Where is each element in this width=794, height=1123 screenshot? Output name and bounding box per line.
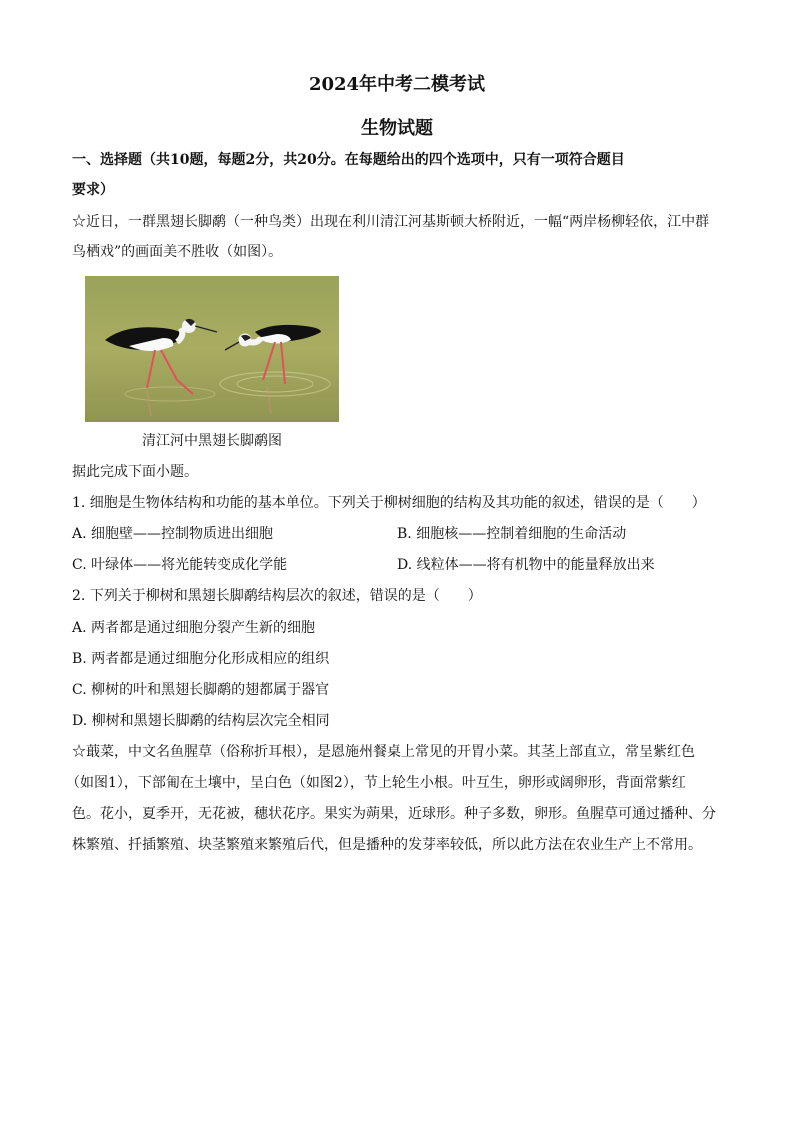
question-1-option-b: B. 细胞核——控制着细胞的生命活动 xyxy=(397,526,627,542)
instruction-text: 据此完成下面小题。 xyxy=(72,464,198,480)
figure-caption: 清江河中黑翅长脚鹬图 xyxy=(142,433,282,449)
passage2-line1: ☆蕺菜，中文名鱼腥草（俗称折耳根），是恩施州餐桌上常见的开胃小菜。其茎上部直立，常呈紫红色 xyxy=(72,744,695,760)
question-1-option-a: A. 细胞壁——控制物质进出细胞 xyxy=(72,526,274,542)
passage2-line4: 株繁殖、扦插繁殖、块茎繁殖来繁殖后代，但是播种的发芽率较低，所以此方法在农业生产上不常用。 xyxy=(72,837,702,853)
black-winged-stilt-photo xyxy=(85,276,339,422)
question-1-option-d: D. 线粒体——将有机物中的能量释放出来 xyxy=(397,557,655,573)
section-heading-line1: 一、选择题（共10题，每题2分，共20分。在每题给出的四个选项中，只有一项符合题目 xyxy=(72,152,625,168)
passage2-line2: （如图1），下部匍在土壤中，呈白色（如图2），节上轮生小根。叶互生，卵形或阔卵形，背面常紫红 xyxy=(66,775,686,791)
question-2-option-a: A. 两者都是通过细胞分裂产生新的细胞 xyxy=(72,620,316,636)
exam-title: 2024年中考二模考试 xyxy=(308,74,486,95)
passage1-line1: ☆近日，一群黑翅长脚鹬（一种鸟类）出现在利川清江河基斯顿大桥附近，一幅“两岸杨柳轻依，江中群 xyxy=(72,214,710,230)
exam-subtitle: 生物试题 xyxy=(361,118,433,139)
passage1-line2: 鸟栖戏”的画面美不胜收（如图）。 xyxy=(72,244,283,260)
question-1-stem: 1. 细胞是生物体结构和功能的基本单位。下列关于柳树细胞的结构及其功能的叙述，错误的是（ ） xyxy=(72,495,706,511)
section-heading-line2: 要求） xyxy=(72,182,114,198)
question-2-option-c: C. 柳树的叶和黑翅长脚鹬的翅都属于器官 xyxy=(72,682,330,698)
question-2-option-b: B. 两者都是通过细胞分化形成相应的组织 xyxy=(72,651,330,667)
question-2-stem: 2. 下列关于柳树和黑翅长脚鹬结构层次的叙述，错误的是（ ） xyxy=(72,588,482,604)
question-1-option-c: C. 叶绿体——将光能转变成化学能 xyxy=(72,557,288,573)
passage2-line3: 色。花小，夏季开，无花被，穗状花序。果实为蒴果，近球形。种子多数，卵形。鱼腥草可通过播种、分 xyxy=(72,806,716,822)
question-2-option-d: D. 柳树和黑翅长脚鹬的结构层次完全相同 xyxy=(72,713,330,729)
